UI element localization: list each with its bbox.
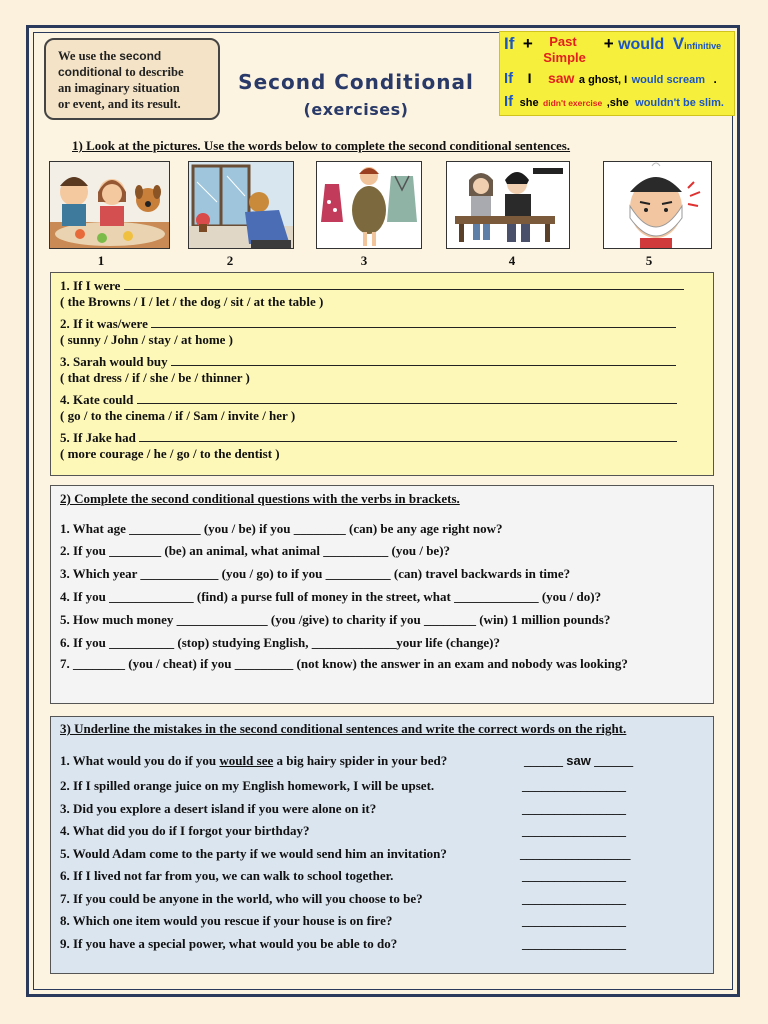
exercise3-answer-2[interactable]: ________________ — [522, 778, 626, 793]
exercise3-answer-4[interactable]: ________________ — [522, 823, 626, 838]
picture-number-3: 3 — [360, 253, 368, 268]
exercise3-answer-8[interactable]: ________________ — [522, 913, 626, 928]
exercise3-item-7: 7. If you could be anyone in the world, who will you choose to be? — [60, 891, 423, 906]
intro-highlight-second: second — [119, 49, 162, 63]
intro-line-4: or event, and its result. — [58, 97, 181, 111]
exercise3-answer-3[interactable]: ________________ — [522, 801, 626, 816]
picture-man-with-toothache — [603, 161, 712, 249]
exercise2-item-3: 3. Which year ____________ (you / go) to if you __________ (can) travel backwards in time? — [60, 566, 571, 581]
exercise2-item-6: 6. If you __________ (stop) studying English, _____________your life (change)? — [60, 635, 500, 650]
exercise2-item-4: 4. If you _____________ (find) a purse full of money in the street, what _____________ (you / do)? — [60, 589, 602, 604]
formula-row-structure: If + Past Simple + would Vinfinitive — [504, 34, 722, 65]
section3-heading: 3) Underline the mistakes in the second conditional sentences and write the correct words on the right. — [60, 721, 627, 736]
exercise2-item-7: 7. ________ (you / cheat) if you _________ (not know) the answer in an exam and nobody was looking? — [60, 656, 628, 671]
exercise3-item-5: 5. Would Adam come to the party if we would send him an invitation? — [60, 846, 447, 861]
exercise3-item-3: 3. Did you explore a desert island if you were alone on it? — [60, 801, 377, 816]
exercise3-answer-6[interactable]: ________________ — [522, 868, 626, 883]
intro-line-1: We use the second — [58, 49, 162, 63]
example-answer: saw — [566, 753, 591, 768]
picture-number-5: 5 — [645, 253, 653, 268]
exercise1-item-2: 2. If it was/were — [60, 316, 676, 332]
family-dinner-illustration — [50, 162, 170, 249]
answer-blank[interactable] — [151, 316, 676, 328]
picture-number-1: 1 — [97, 253, 105, 268]
exercise1-words-3: ( that dress / if / she / be / thinner ) — [60, 370, 250, 385]
intro-line-2: conditional to describe — [58, 65, 184, 79]
exercise3-answer-7[interactable]: ________________ — [522, 891, 626, 906]
answer-blank[interactable] — [171, 354, 676, 366]
exercise1-words-2: ( sunny / John / stay / at home ) — [60, 332, 233, 347]
exercise1-words-5: ( more courage / he / go / to the dentist ) — [60, 446, 280, 461]
exercise3-item-8: 8. Which one item would you rescue if your house is on fire? — [60, 913, 393, 928]
picture-couple-on-bench — [446, 161, 570, 249]
exercise1-item-1: 1. If I were — [60, 278, 684, 294]
exercise3-item-4: 4. What did you do if I forgot your birthday? — [60, 823, 310, 838]
exercise3-item-9: 9. If you have a special power, what would you be able to do? — [60, 936, 398, 951]
boy-window-illustration — [189, 162, 294, 249]
page-subtitle: (exercises) — [303, 100, 409, 119]
exercise2-item-1: 1. What age ___________ (you / be) if you ________ (can) be any age right now? — [60, 521, 503, 536]
picture-number-4: 4 — [508, 253, 516, 268]
formula-row-example-2: If she didn't exercise ,she wouldn't be slim. — [504, 93, 724, 110]
intro-line-3: an imaginary situation — [58, 81, 180, 95]
exercise1-words-1: ( the Browns / I / let / the dog / sit / at the table ) — [60, 294, 324, 309]
exercise3-item-1: 1. What would you do if you would see a big hairy spider in your bed? — [60, 753, 448, 768]
answer-blank[interactable] — [124, 278, 684, 290]
section1-heading: 1) Look at the pictures. Use the words below to complete the second conditional sentences. — [72, 138, 571, 153]
section2-heading: 2) Complete the second conditional questions with the verbs in brackets. — [60, 491, 460, 506]
exercise1-item-3: 3. Sarah would buy — [60, 354, 676, 370]
formula-box — [499, 31, 735, 116]
toothache-illustration — [604, 162, 712, 249]
page-title: Second Conditional — [238, 70, 474, 94]
picture-family-dinner — [49, 161, 170, 249]
picture-woman-with-dresses — [316, 161, 422, 249]
intro-highlight-conditional: conditional — [58, 65, 122, 79]
picture-boy-at-window — [188, 161, 294, 249]
picture-number-2: 2 — [226, 253, 234, 268]
exercise3-answer-9[interactable]: ________________ — [522, 936, 626, 951]
underlined-mistake: would see — [219, 753, 274, 768]
formula-row-example-1: If I saw a ghost, I would scream . — [504, 70, 717, 87]
exercise3-answer-5[interactable]: _________________ — [520, 846, 631, 861]
couple-bench-illustration — [447, 162, 570, 249]
exercise1-item-5: 5. If Jake had — [60, 430, 677, 446]
exercise1-words-4: ( go / to the cinema / if / Sam / invite / her ) — [60, 408, 296, 423]
exercise1-item-4: 4. Kate could — [60, 392, 677, 408]
woman-dresses-illustration — [317, 162, 422, 249]
exercise2-item-2: 2. If you ________ (be) an animal, what animal __________ (you / be)? — [60, 543, 451, 558]
exercise2-item-5: 5. How much money ______________ (you /give) to charity if you ________ (win) 1 million pounds? — [60, 612, 611, 627]
intro-box — [44, 38, 220, 120]
exercise3-item-2: 2. If I spilled orange juice on my English homework, I will be upset. — [60, 778, 435, 793]
answer-blank[interactable] — [137, 392, 677, 404]
exercise3-answer-1[interactable]: ______ saw ______ — [524, 753, 634, 768]
exercise3-item-6: 6. If I lived not far from you, we can walk to school together. — [60, 868, 394, 883]
answer-blank[interactable] — [139, 430, 677, 442]
